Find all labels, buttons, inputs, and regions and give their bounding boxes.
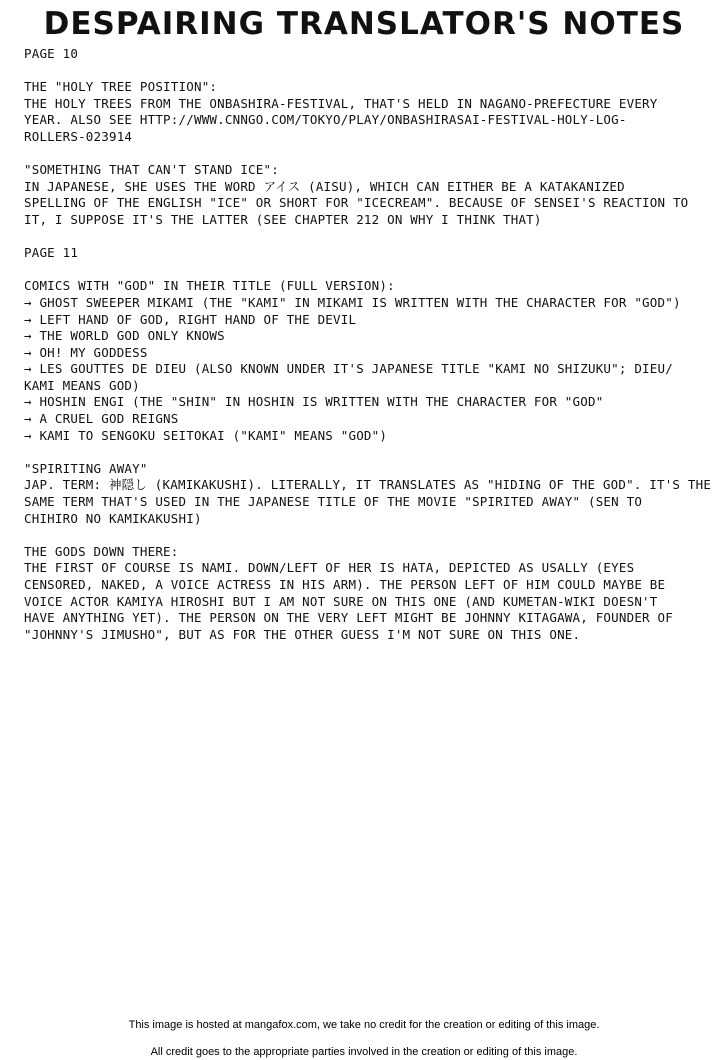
list-item: → THE WORLD GOD ONLY KNOWS [24, 328, 225, 344]
list-item: → A CRUEL GOD REIGNS [24, 411, 179, 427]
note-heading: "SPIRITING AWAY" [24, 460, 148, 476]
list-item: → GHOST SWEEPER MIKAMI (THE "KAMI" IN MIKAMI IS WRITTEN WITH THE CHARACTER FOR "GOD") [24, 294, 681, 310]
note-line: VOICE ACTOR KAMIYA HIROSHI BUT I AM NOT SURE ON THIS ONE (AND KUMETAN-WIKI DOESN'T [24, 593, 658, 609]
note-line: "JOHNNY'S JIMUSHO", BUT AS FOR THE OTHER GUESS I'M NOT SURE ON THIS ONE. [24, 626, 581, 642]
list-item: → LES GOUTTES DE DIEU (ALSO KNOWN UNDER IT'S JAPANESE TITLE "KAMI NO SHIZUKU"; DIEU/ [24, 361, 673, 377]
note-block-ice [24, 162, 714, 228]
note-line: IN JAPANESE, SHE USES THE WORD アイス (AISU), WHICH CAN EITHER BE A KATAKANIZED [24, 178, 625, 194]
note-line: PAGE 10 [24, 46, 79, 61]
note-block-god-comics [24, 278, 714, 444]
note-line: CHIHIRO NO KAMIKAKUSHI) [24, 510, 202, 526]
note-line: HAVE ANYTHING YET). THE PERSON ON THE VERY LEFT MIGHT BE JOHNNY KITAGAWA, FOUNDER OF [24, 610, 673, 626]
hosting-disclaimer [0, 1019, 728, 1060]
note-block-spiriting-away [24, 461, 714, 527]
note-line: JAP. TERM: 神隠し (KAMIKAKUSHI). LITERALLY, IT TRANSLATES AS "HIDING OF THE GOD". IT'S THE [24, 477, 712, 493]
note-line: SPELLING OF THE ENGLISH "ICE" OR SHORT FOR "ICECREAM". BECAUSE OF SENSEI'S REACTION TO [24, 195, 689, 211]
list-item: → HOSHIN ENGI (THE "SHIN" IN HOSHIN IS WRITTEN WITH THE CHARACTER FOR "GOD" [24, 394, 604, 410]
note-block-gods-down-there [24, 544, 714, 644]
note-line: CENSORED, NAKED, A VOICE ACTRESS IN HIS ARM). THE PERSON LEFT OF HIM COULD MAYBE BE [24, 577, 666, 592]
disclaimer-line: All credit goes to the appropriate parties involved in the creation or editing of this image. [150, 1046, 578, 1058]
note-block-page-11 [24, 245, 714, 262]
note-line: ROLLERS-023914 [24, 128, 133, 144]
note-line: PAGE 11 [24, 245, 79, 261]
list-item: → KAMI TO SENGOKU SEITOKAI ("KAMI" MEANS "GOD") [24, 427, 388, 443]
list-item-continuation: KAMI MEANS GOD) [24, 377, 140, 393]
disclaimer-line: This image is hosted at mangafox.com, we take no credit for the creation or editing of this image. [128, 1019, 600, 1031]
note-line: THE HOLY TREES FROM THE ONBASHIRA-FESTIVAL, THAT'S HELD IN NAGANO-PREFECTURE EVERY [24, 95, 658, 111]
note-heading: "SOMETHING THAT CAN'T STAND ICE": [24, 162, 279, 178]
note-line: SAME TERM THAT'S USED IN THE JAPANESE TITLE OF THE MOVIE "SPIRITED AWAY" (SEN TO [24, 494, 643, 510]
note-heading: THE GODS DOWN THERE: [24, 543, 179, 559]
note-block-page-10 [24, 46, 714, 63]
note-heading: COMICS WITH "GOD" IN THEIR TITLE (FULL VERSION): [24, 278, 395, 294]
list-item: → OH! MY GODDESS [24, 344, 148, 360]
note-line: IT, I SUPPOSE IT'S THE LATTER (SEE CHAPTER 212 ON WHY I THINK THAT) [24, 211, 542, 227]
note-block-holy-tree [24, 79, 714, 145]
note-line: THE FIRST OF COURSE IS NAMI. DOWN/LEFT OF HER IS HATA, DEPICTED AS USALLY (EYES [24, 560, 635, 576]
list-item: → LEFT HAND OF GOD, RIGHT HAND OF THE DEVIL [24, 311, 357, 327]
page-title: DESPAIRING TRANSLATOR'S NOTES [43, 6, 685, 42]
notes-content [24, 46, 714, 660]
note-line: YEAR. ALSO SEE HTTP://WWW.CNNGO.COM/TOKYO/PLAY/ONBASHIRASAI-FESTIVAL-HOLY-LOG- [24, 112, 627, 128]
note-heading: THE "HOLY TREE POSITION": [24, 79, 218, 95]
